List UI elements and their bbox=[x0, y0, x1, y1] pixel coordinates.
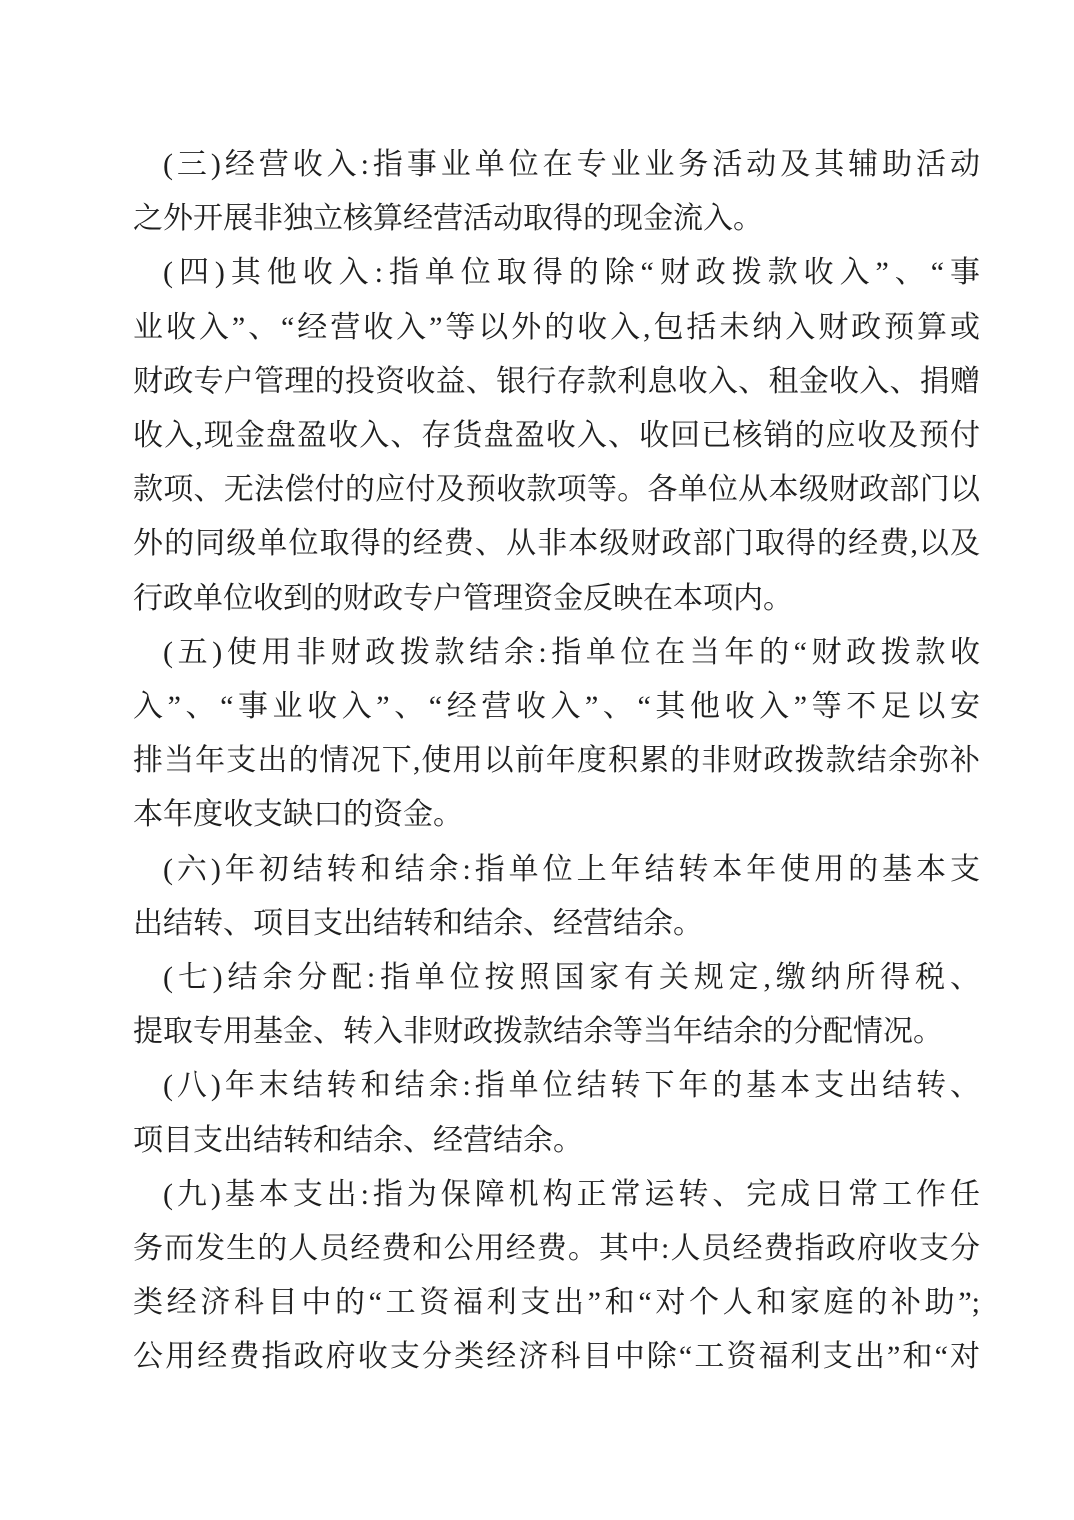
text-line: 项目支出结转和结余、经营结余。 bbox=[133, 1123, 583, 1157]
text-line: 务而发生的人员经费和公用经费。其中:人员经费指政府收支分 bbox=[133, 1232, 980, 1266]
paragraph-item-7 bbox=[133, 951, 980, 1059]
paragraph-item-6 bbox=[133, 843, 980, 951]
text-line: (六)年初结转和结余:指单位上年结转本年使用的基本支 bbox=[163, 852, 980, 886]
text-line: 收入,现金盘盈收入、存货盘盈收入、收回已核销的应收及预付 bbox=[133, 419, 980, 453]
text-line: (三)经营收入:指事业单位在专业业务活动及其辅助活动 bbox=[163, 148, 980, 181]
text-line: 行政单位收到的财政专户管理资金反映在本项内。 bbox=[133, 581, 793, 615]
text-line: 出结转、项目支出结转和结余、经营结余。 bbox=[133, 906, 703, 940]
text-line: (五)使用非财政拨款结余:指单位在当年的“财政拨款收 bbox=[163, 635, 980, 669]
text-line: 类经济科目中的“工资福利支出”和“对个人和家庭的补助”; bbox=[133, 1286, 980, 1320]
text-line: (七)结余分配:指单位按照国家有关规定,缴纳所得税、 bbox=[163, 961, 980, 995]
paragraph-item-5 bbox=[133, 626, 980, 843]
text-line: (四)其他收入:指单位取得的除“财政拨款收入”、“事 bbox=[163, 256, 980, 290]
text-line: 外的同级单位取得的经费、从非本级财政部门取得的经费,以及 bbox=[133, 527, 980, 561]
paragraph-item-8 bbox=[133, 1059, 980, 1167]
text-line: 财政专户管理的投资收益、银行存款利息收入、租金收入、捐赠 bbox=[133, 364, 980, 398]
text-line: 入”、“事业收入”、“经营收入”、“其他收入”等不足以安 bbox=[133, 690, 980, 724]
text-line: 款项、无法偿付的应付及预收款项等。各单位从本级财政部门以 bbox=[133, 473, 980, 507]
text-line: 提取专用基金、转入非财政拨款结余等当年结余的分配情况。 bbox=[133, 1015, 943, 1049]
text-line: 业收入”、“经营收入”等以外的收入,包括未纳入财政预算或 bbox=[133, 310, 980, 344]
paragraph-item-3 bbox=[133, 138, 980, 246]
text-line: 排当年支出的情况下,使用以前年度积累的非财政拨款结余弥补 bbox=[133, 744, 980, 778]
document-body bbox=[133, 138, 980, 1385]
text-line: 公用经费指政府收支分类经济科目中除“工资福利支出”和“对 bbox=[133, 1340, 980, 1374]
text-line: 之外开展非独立核算经营活动取得的现金流入。 bbox=[133, 202, 763, 236]
text-line: (八)年末结转和结余:指单位结转下年的基本支出结转、 bbox=[163, 1069, 980, 1103]
paragraph-item-4 bbox=[133, 246, 980, 625]
paragraph-item-9 bbox=[133, 1168, 980, 1385]
text-line: 本年度收支缺口的资金。 bbox=[133, 798, 463, 832]
text-line: (九)基本支出:指为保障机构正常运转、完成日常工作任 bbox=[163, 1177, 980, 1211]
